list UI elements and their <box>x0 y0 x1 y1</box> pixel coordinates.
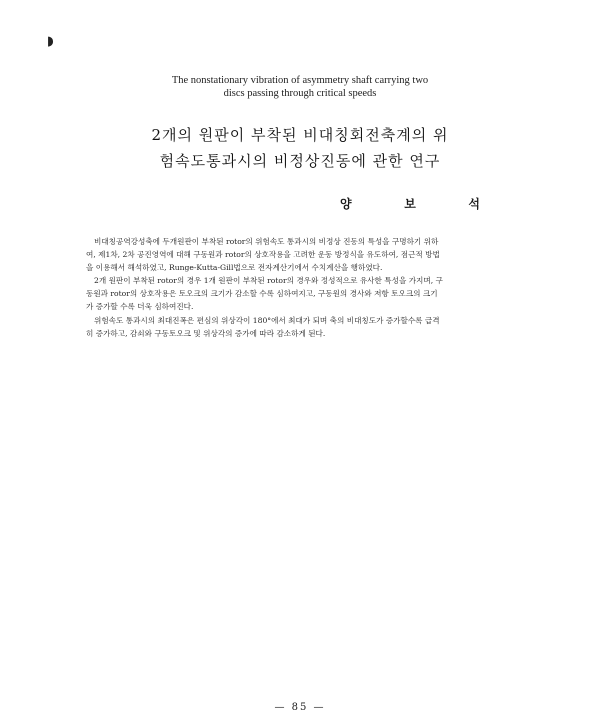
page-mark: ◗ <box>47 34 54 49</box>
english-title-line-2: discs passing through critical speeds <box>223 88 377 99</box>
page-number: — 85 — <box>274 702 326 713</box>
author-char-3: 석 <box>468 197 480 211</box>
author-name <box>340 195 480 212</box>
abstract-line: 2개 원판이 부착된 rotor의 경우 1개 원판이 부착된 rotor의 경우와 정성적으로 유사한 특성을 가지며, 구 <box>94 276 443 286</box>
korean-title-line-2: 험속도통과시의 비정상진동에 관한 연구 <box>159 152 441 170</box>
abstract-paragraph-2 <box>86 275 506 313</box>
abstract-paragraph-1 <box>86 236 506 274</box>
abstract-line: 여, 제1차, 2차 공진영역에 대해 구동원과 rotor의 상호작용을 고려한 운동 방정식을 유도하여, 점근적 방법 <box>86 249 440 259</box>
abstract-line: 을 이용해서 해석하였고, Runge-Kutta-Gill법으로 전자계산기에서 수치계산을 행하였다. <box>86 262 383 272</box>
author-char-1: 양 <box>340 197 352 211</box>
english-title <box>120 74 480 100</box>
abstract <box>86 236 506 341</box>
abstract-paragraph-3 <box>86 315 506 341</box>
abstract-line: 히 증가하고, 감쇠와 구동토오크 및 위상각의 증가에 따라 감소하게 된다. <box>86 328 326 338</box>
english-title-line-1: The nonstationary vibration of asymmetry shaft carrying two <box>171 75 429 86</box>
abstract-line: 가 증가할 수록 더욱 심하여진다. <box>86 301 194 311</box>
abstract-line: 비대칭공역강성축에 두개원판이 부착된 rotor의 위험속도 통과시의 비정상 진동의 특성을 구명하기 위하 <box>94 237 439 246</box>
abstract-line: 위험속도 통과시의 최대진폭은 편심의 위상각이 180°에서 최대가 되며 축의 비대칭도가 증가할수록 급격 <box>94 315 440 325</box>
korean-title-line-1: 2개의 원판이 부착된 비대칭회전축계의 위 <box>151 126 449 144</box>
korean-title <box>110 122 490 174</box>
abstract-line: 동원과 rotor의 상호작용은 토오크의 크기가 감소할 수록 심하여지고, 구동원의 경사와 저항 토오크의 크기 <box>86 289 438 299</box>
author-char-2: 보 <box>404 197 416 211</box>
